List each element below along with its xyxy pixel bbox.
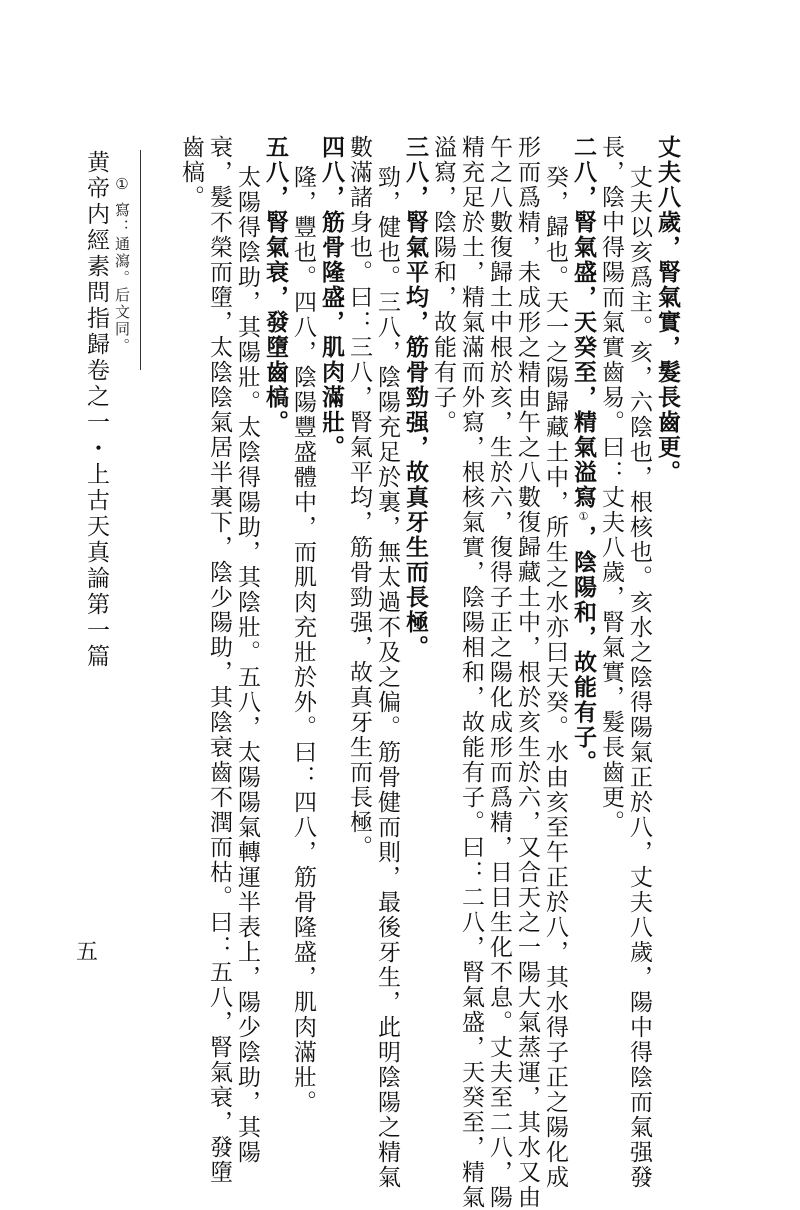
text-column-7: 午之八數復歸土中根於亥，生於六，復得子正之陽化成形而爲精，日日生化不息。丈夫至二八，陽 (486, 135, 512, 1210)
text-column-12: 數滿諸身也。曰：三八，腎氣平均，筋骨勁强，故真牙生而長極。 (346, 135, 372, 860)
text-column-13: 四八，筋骨隆盛，肌肉滿壯。 (318, 135, 344, 460)
footnote-marker: ① (577, 510, 590, 525)
text-column-9: 溢寫，陰陽和，故能有子。 (430, 135, 456, 435)
text-column-15: 五八，腎氣衰，發墮齒槁。 (262, 135, 288, 435)
running-head: 黄帝内經素問指歸卷之一・上古天真論第一篇 (83, 150, 109, 670)
footnote: ① 寫：通瀉。后文同。 (113, 175, 131, 355)
text-column-6: 形而爲精，未成形之精由午之八數復歸藏土中，根於亥生於六，又合天之一陽大氣蒸運，其水又由 (514, 135, 540, 1210)
text-column-16: 太陽得陰助，其陽壯。太陰得陽助，其陰壯。五八，太陽陽氣轉運半表上，陽少陰助，其陽 (234, 165, 260, 1165)
text-column-3: 長，陰中得陽而氣實齒易。曰：丈夫八歲，腎氣實，髮長齒更。 (598, 135, 624, 835)
page-number: 五 (76, 940, 99, 965)
text-column-2: 丈夫以亥爲主。亥，六陰也，根核也。亥水之陰得陽氣正於八，丈夫八歲，陽中得陰而氣强發 (626, 165, 652, 1190)
text-column-18: 齒槁。 (178, 135, 204, 210)
text-column-10: 三八，腎氣平均，筋骨勁强，故真牙生而長極。 (402, 135, 428, 660)
footnote-rule (140, 150, 141, 370)
text-column-4: 二八，腎氣盛，天癸至，精氣溢寫①，陰陽和，故能有子。 (570, 135, 596, 775)
text-column-8: 精充足於土，精氣滿而外寫，根核氣實，陰陽相和，故能有子。曰：二八，腎氣盛，天癸至，精氣 (458, 135, 484, 1210)
text-column-1: 丈夫八歲，腎氣實，髮長齒更。 (654, 135, 680, 485)
text-column-5: 癸，歸也。天一之陽歸藏土中，所生之水亦曰天癸。水由亥至午正於八，其水得子正之陽化成 (542, 165, 568, 1190)
text-column-11: 勁，健也。三八，陰陽充足於裏，無太過不及之偏。筋骨健而則，最後牙生，此明陰陽之精氣 (374, 165, 400, 1190)
text-column-17: 衰，髮不榮而墮，太陰陰氣居半裏下，陰少陽助，其陰衰齒不潤而枯。曰：五八，腎氣衰，發墮 (206, 135, 232, 1185)
text-column-14: 隆，豐也。四八，陰陽豐盛體中，而肌肉充壯於外。曰：四八，筋骨隆盛，肌肉滿壯。 (290, 165, 316, 1115)
